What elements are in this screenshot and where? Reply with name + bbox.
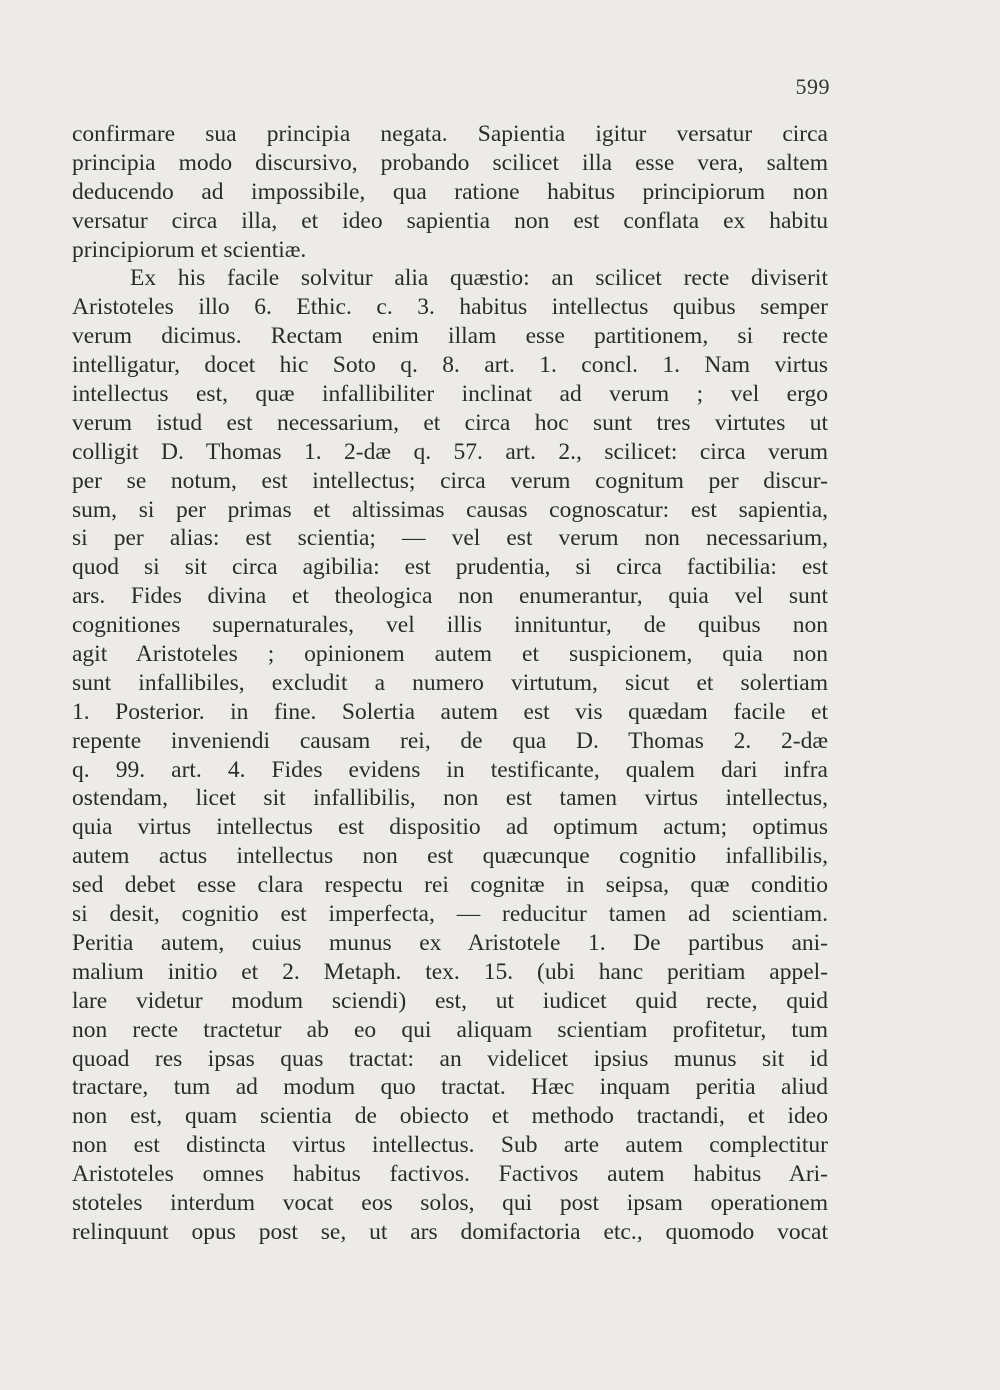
text-line: versatur circa illa, et ideo sapientia non est conflata ex habitu [72, 207, 828, 234]
text-line: cognitiones supernaturales, vel illis innituntur, de quibus non [72, 612, 828, 639]
text-line: quod si sit circa agibilia: est prudentia, si circa factibilia: est [72, 554, 828, 581]
text-line: malium initio et 2. Metaph. tex. 15. (ubi hanc peritiam appel- [72, 958, 828, 985]
text-line: intelligatur, docet hic Soto q. 8. art. 1. concl. 1. Nam virtus [72, 352, 828, 379]
text-line: sunt infallibiles, excludit a numero virtutum, sicut et solertiam [72, 669, 828, 696]
text-line: non est distincta virtus intellectus. Sub arte autem complectitur [72, 1132, 828, 1159]
text-line: agit Aristoteles ; opinionem autem et suspicionem, quia non [72, 641, 828, 668]
page-number: 599 [795, 74, 830, 99]
text-line: lare videtur modum sciendi) est, ut iudicet quid recte, quid [72, 987, 828, 1014]
text-line: stoteles interdum vocat eos solos, qui post ipsam operationem [72, 1189, 828, 1216]
text-line: 1. Posterior. in fine. Solertia autem est vis quædam facile et [72, 698, 828, 725]
text-line: principiorum et scientiæ. [72, 236, 307, 263]
text-line: quoad res ipsas quas tractat: an videlicet ipsius munus sit id [72, 1045, 828, 1072]
text-line: verum istud est necessarium, et circa hoc sunt tres virtutes ut [72, 409, 828, 436]
text-line: tractare, tum ad modum quo tractat. Hæc inquam peritia aliud [72, 1074, 828, 1101]
text-line: non est, quam scientia de obiecto et methodo tractandi, et ideo [72, 1103, 828, 1130]
text-line: Peritia autem, cuius munus ex Aristotele 1. De partibus ani- [72, 929, 828, 956]
text-line: non recte tractetur ab eo qui aliquam scientiam profitetur, tum [72, 1016, 828, 1043]
text-line: relinquunt opus post se, ut ars domifactoria etc., quomodo vocat [72, 1218, 828, 1245]
text-line: confirmare sua principia negata. Sapientia igitur versatur circa [72, 121, 828, 147]
text-line: deducendo ad impossibile, qua ratione habitus principiorum non [72, 178, 828, 205]
text-line: verum dicimus. Rectam enim illam esse partitionem, si recte [72, 323, 828, 350]
text-line: quia virtus intellectus est dispositio ad optimum actum; optimus [72, 814, 828, 841]
text-line: intellectus est, quæ infallibiliter inclinat ad verum ; vel ergo [72, 381, 828, 408]
text-line: sed debet esse clara respectu rei cognitæ in seipsa, quæ conditio [72, 872, 828, 899]
text-line: si desit, cognitio est imperfecta, — reducitur tamen ad scientiam. [72, 901, 828, 928]
text-line: colligit D. Thomas 1. 2-dæ q. 57. art. 2., scilicet: circa verum [72, 438, 828, 465]
text-line: ars. Fides divina et theologica non enumerantur, quia vel sunt [72, 583, 828, 610]
text-line: sum, si per primas et altissimas causas cognoscatur: est sapientia, [72, 496, 828, 523]
text-line: repente inveniendi causam rei, de qua D. Thomas 2. 2-dæ [72, 727, 828, 754]
text-line: principia modo discursivo, probando scilicet illa esse vera, saltem [72, 149, 828, 176]
paragraph-start-line: Ex his facile solvitur alia quæstio: an scilicet recte diviserit [130, 265, 828, 292]
body-text [72, 120, 828, 1247]
text-line: Aristoteles omnes habitus factivos. Factivos autem habitus Ari- [72, 1161, 828, 1188]
text-line: autem actus intellectus non est quæcunque cognitio infallibilis, [72, 843, 828, 870]
text-line: q. 99. art. 4. Fides evidens in testificante, qualem dari infra [72, 756, 828, 783]
text-line: si per alias: est scientia; — vel est verum non necessarium, [72, 525, 828, 552]
text-line: Aristoteles illo 6. Ethic. c. 3. habitus intellectus quibus semper [72, 294, 828, 321]
text-line: per se notum, est intellectus; circa verum cognitum per discur- [72, 467, 828, 494]
text-line: ostendam, licet sit infallibilis, non est tamen virtus intellectus, [72, 785, 828, 812]
